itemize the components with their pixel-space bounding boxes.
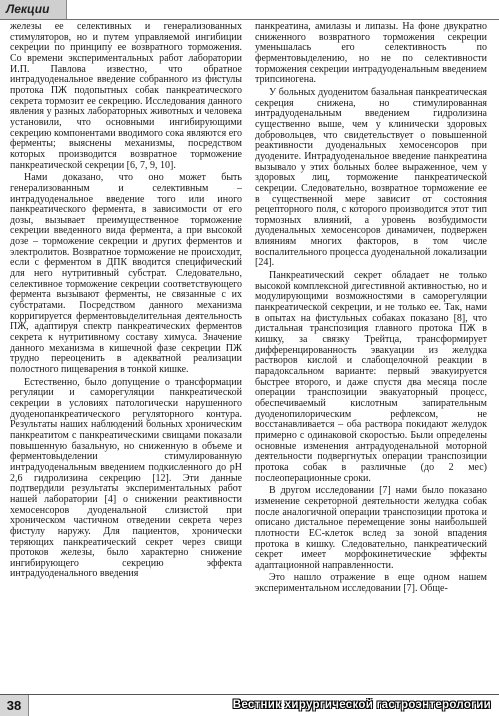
paragraph: Нами доказано, что оно может быть генерализованным и селективным – интрадуоденальное введение того или иного панкреатического фермента, в зависимости от его дозы, вызывает преимущественное торможение секреции введенного вида фермента, а при высокой дозе – торможение секреции и других ферментов и электролитов. Возвратное торможение не происходит, если с ферментом в ДПК вводится специфический для него нутритивный субстрат. Следовательно, селективное торможение секреции соответствующего фермента вызывают ферменты, не связанные с их субстратами. Посредством данного механизма корригируется ферментовыделительная деятельность ПЖ, адаптируя спектр панкреатических ферментов секрета к нутритивному составу химуса. Значение данного механизма в кишечной фазе секреции ПЖ трудно переоценить в адекватной реализации полостного пищеварения в тонкой кишке. <box>10 172 242 375</box>
running-footer <box>0 694 499 716</box>
journal-title: Вестник хирургической гастроэнтерологии <box>232 699 491 711</box>
page-number: 38 <box>0 695 29 716</box>
left-column <box>10 22 242 684</box>
paragraph: железы ее селективных и генерализованных стимуляторов, но и путем управляемой ингибиции секреции по принципу ее возвратного торможения. Со времени экспериментальных работ лаборатории И.П. Павлова известно, что обратное интрадуоденальное введение собранного из фистулы протока ПЖ подопытных собак панкреатического секрета тормозит ее секрецию. Исследования данного явления у разных лабораторных животных и человека установили, что основными ингибирующими секрецию компонентами вводимого сока являются его ферменты; выяснены механизмы, посредством которых производится возвратное торможение панкреатической секреции [6, 7, 9, 10]. <box>10 22 242 171</box>
section-tab <box>0 0 67 19</box>
section-title: Лекции <box>6 2 50 16</box>
paragraph: У больных дуоденитом базальная панкреатическая секреция снижена, но стимулированная интрадуоденальным введением гидролизина существенно выше, чем у клинически здоровых добровольцев, что свидетельствует о повышенной реактивности дуоденальных хемосенсоров при дуодените. Интрадуоденальное введение панкреатина вызывало у этих больных более выраженное, чем у здоровых лиц, торможение панкреатической секреции. Следовательно, возвратное торможение ее в существенной мере зависит от состояния рецепторного поля, с которого производится этот тип тормозных влияний, а уровень возбудимости дуоденальных хемосенсоров динамичен, подвержен влияниям многих факторов, в том числе воспалительного процесса дуоденальной локализации [24]. <box>255 86 487 269</box>
running-header <box>0 0 499 20</box>
right-column <box>255 22 487 684</box>
paragraph: В другом исследовании [7] нами было показано изменение секреторной деятельности желудка собак после аналогичной операции транспозиции протока и описано дистальное перемещение зоны наибольшей плотности ЕС-клеток вслед за зоной впадения протока в кишку. Следовательно, панкреатический секрет имеет морфокинетические эффекты адаптационной направленности. <box>255 485 487 571</box>
paragraph: Естественно, было допущение о трансформации регуляции и саморегуляции панкреатической секреции в условиях патологически нарушенного дуоденопанкреатического регуляторного контура. Результаты наших наблюдений больных хроническим панкреатитом с панкреатическими свищами показали повышенную базальную, но сниженную в объеме и ферментовыделении стимулированную интрадуоденальным введением подкисленного до pH 2,6 гидролизина секрецию [12]. Эти данные подтвердили результаты экспериментальных работ нашей лаборатории [4] о снижении реактивности хемосенсоров дуоденальной слизистой при хроническом частичном отведении секрета через фистулу наружу. Для пациентов, хронически теряющих панкреатический секрет через свищи протоков железы, было характерно снижение ингибирующего секрецию эффекта интрадуоденального введения <box>10 376 242 580</box>
paragraph: Это нашло отражение в еще одном нашем экспериментальном исследовании [7]. Обще- <box>255 572 487 595</box>
paragraph: панкреатина, амилазы и липазы. На фоне двукратно сниженного возвратного торможения секреции уменьшалась его селективность по ферментовыделению, но не по селективности торможения секреции интрадуоденальным введением трипсиногена. <box>255 22 487 86</box>
paragraph: Панкреатический секрет обладает не только высокой комплексной дигестивной активностью, но и модулирующими возможностями в саморегуляции панкреатической секреции, и не только ее. Так, нами в опытах на фистульных собаках показано [8], что дистальная транспозиция главного протока ПЖ в кишку, за связку Трейтца, трансформирует дифференцированность эвакуации из желудка растворов кислой и слабощелочной реакции в парадоксальном варианте: первый эвакуируется быстрее второго, и даже спустя два месяца после операции транспозиции эвакуаторный процесс, обеспечиваемый кислотным запирательным дуоденопилорическим рефлексом, не восстанавливается – оба раствора покидают желудок примерно с одинаковой скоростью. Были определены основные изменения антрадуоденальной моторной деятельности подвергнутых операции транспозиции протока собак в различные (до 2 мес) послеоперационные сроки. <box>255 270 487 484</box>
